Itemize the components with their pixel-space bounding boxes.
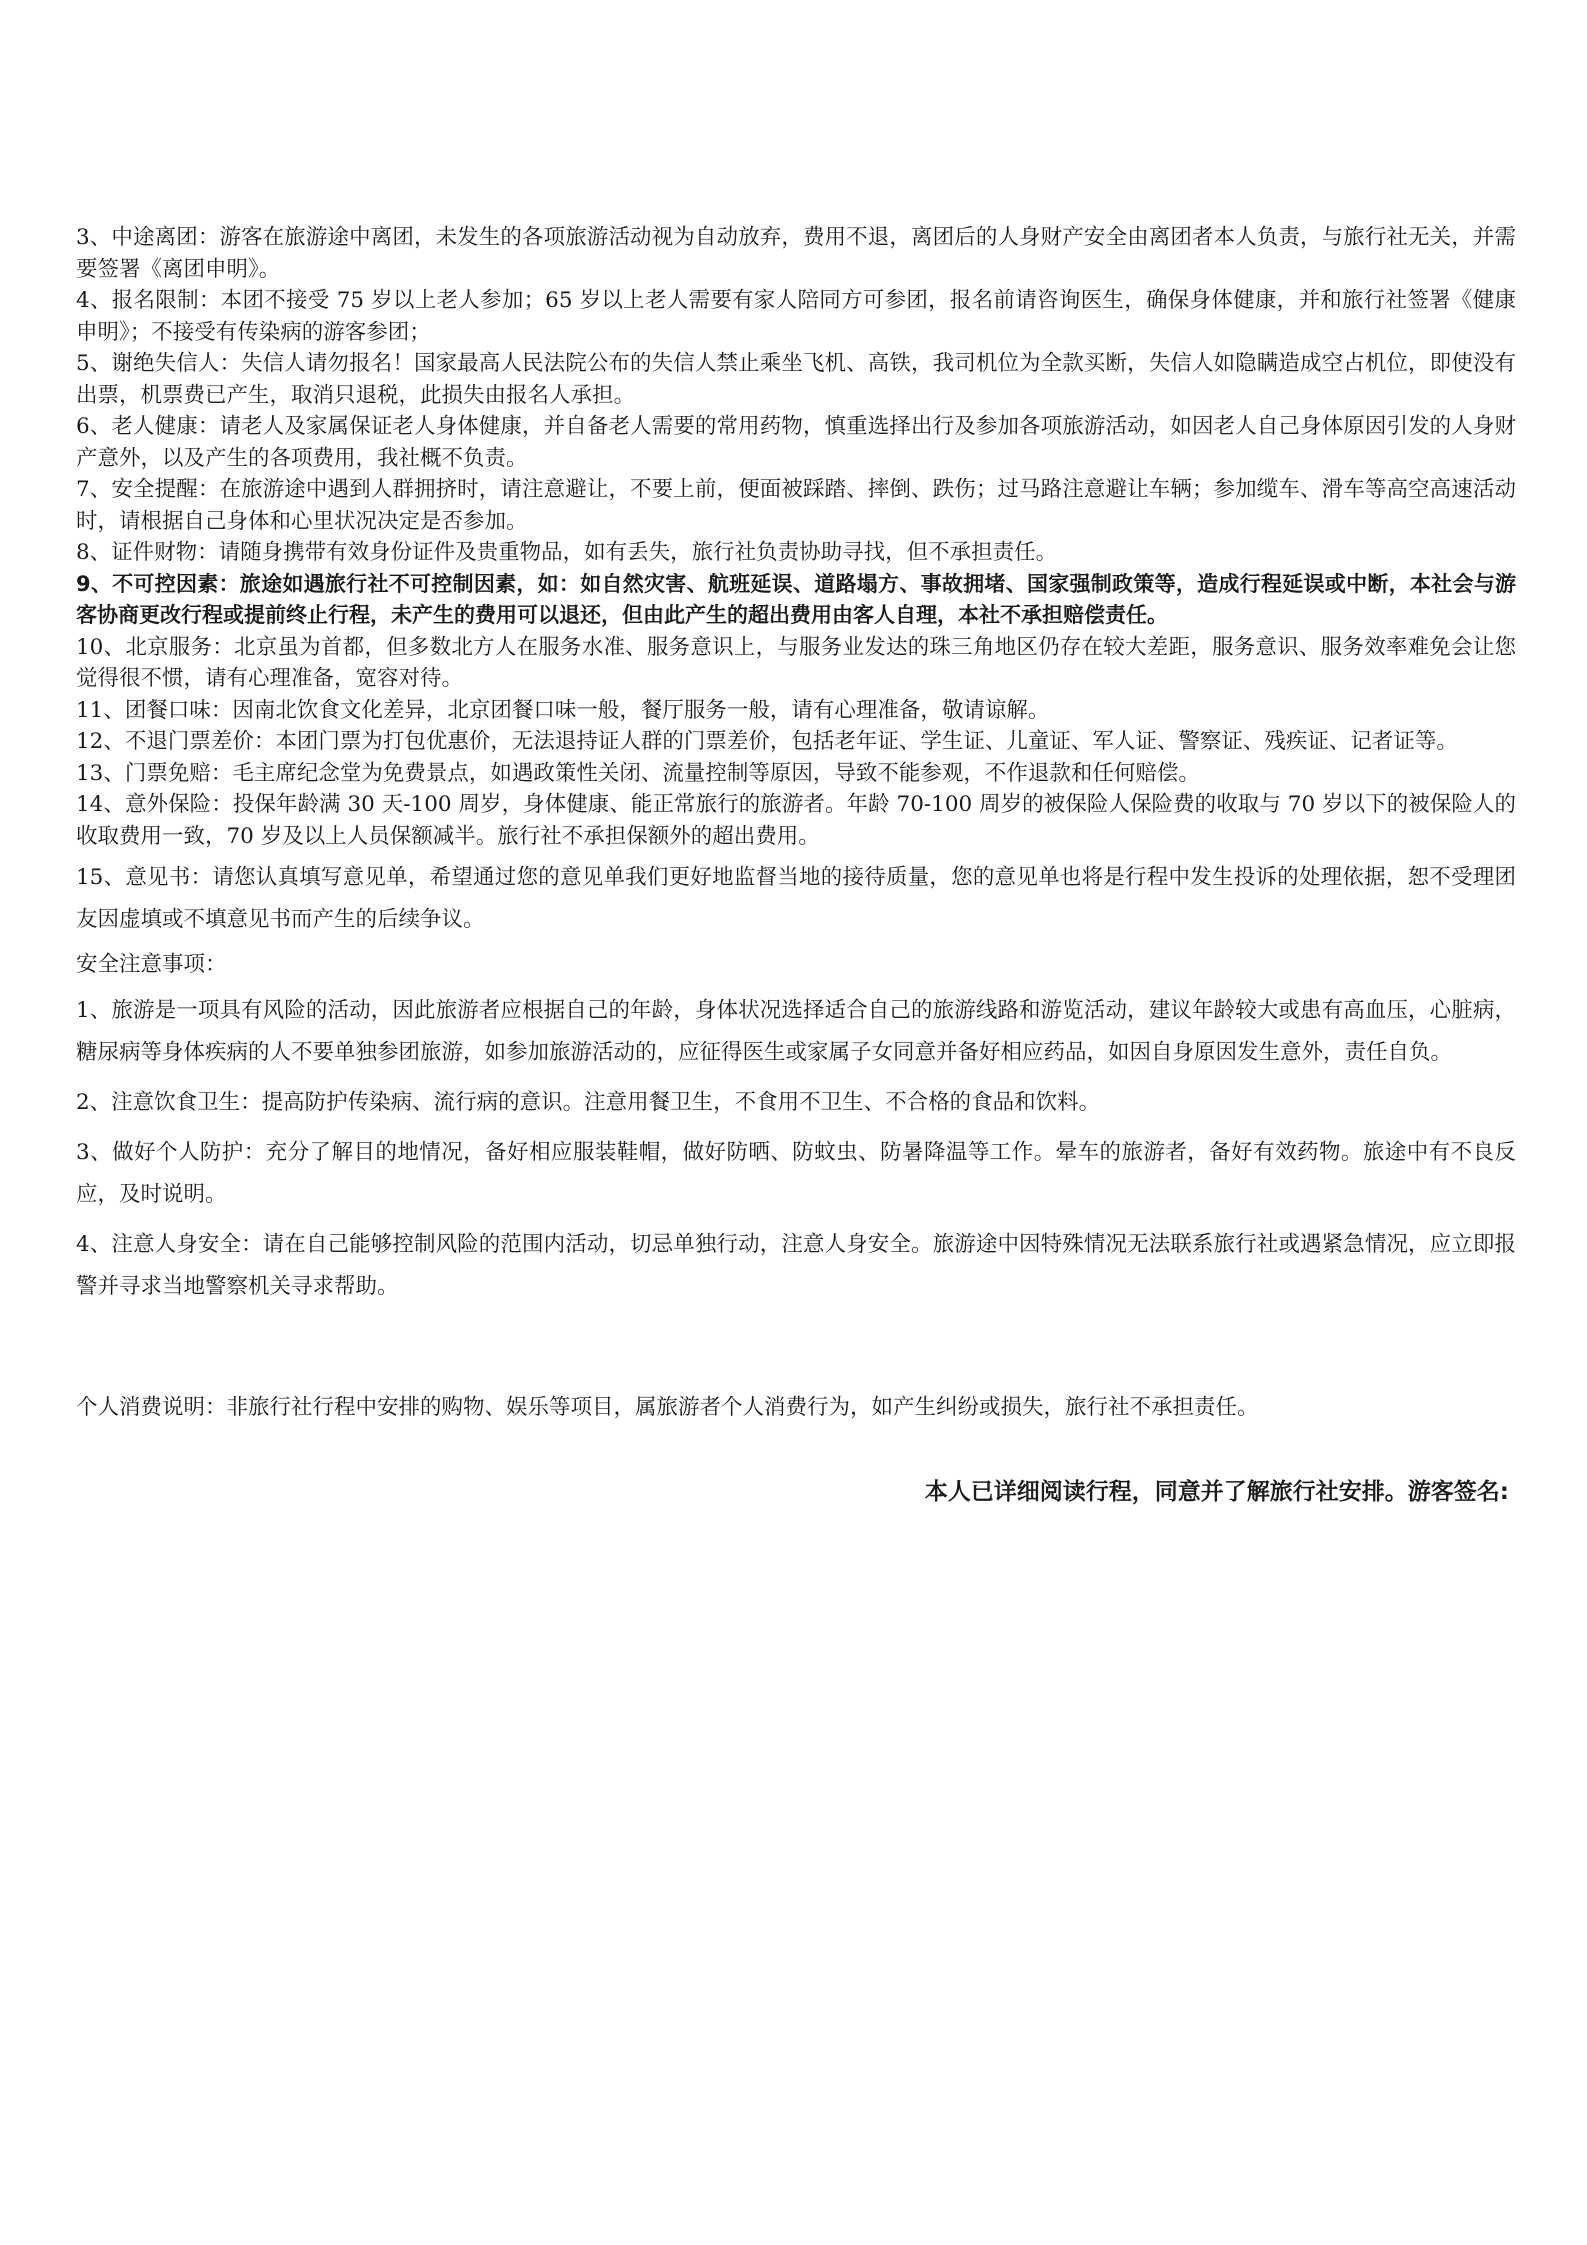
safety-list	[76, 990, 1516, 1308]
term-item: 4、报名限制：本团不接受 75 岁以上老人参加；65 岁以上老人需要有家人陪同方可参团，报名前请咨询医生，确保身体健康，并和旅行社签署《健康申明》；不接受有传染病的游客参团；	[76, 288, 1516, 345]
safety-heading: 安全注意事项：	[76, 952, 227, 977]
personal-consumption-note: 个人消费说明：非旅行社行程中安排的购物、娱乐等项目，属旅游者个人消费行为，如产生纠纷或损失，旅行社不承担责任。	[76, 1395, 1259, 1420]
term-item: 8、证件财物：请随身携带有效身份证件及贵重物品，如有丢失，旅行社负责协助寻找，但不承担责任。	[76, 540, 1058, 565]
terms-section	[76, 222, 1516, 1316]
term-item: 10、北京服务：北京虽为首都，但多数北方人在服务水准、服务意识上，与服务业发达的珠三角地区仍存在较大差距，服务意识、服务效率难免会让您觉得很不惯，请有心理准备，宽容对待。	[76, 634, 1516, 691]
term-item: 14、意外保险：投保年龄满 30 天-100 周岁，身体健康、能正常旅行的旅游者。年龄 70-100 周岁的被保险人保险费的收取与 70 岁以下的被保险人的收取费用一致，70 岁及以上人员保额减半。旅行社不承担保额外的超出费用。	[76, 792, 1516, 849]
term-item: 13、门票免赔：毛主席纪念堂为免费景点，如遇政策性关闭、流量控制等原因，导致不能参观，不作退款和任何赔偿。	[76, 760, 1200, 786]
term-item: 12、不退门票差价：本团门票为打包优惠价，无法退持证人群的门票差价，包括老年证、学生证、儿童证、军人证、警察证、残疾证、记者证等。	[76, 729, 1458, 754]
safety-item: 1、旅游是一项具有风险的活动，因此旅游者应根据自己的年龄，身体状况选择适合自己的旅游线路和游览活动，建议年龄较大或患有高血压，心脏病，糖尿病等身体疾病的人不要单独参团旅游，如参加旅游活动的，应征得医生或家属子女同意并备好相应药品，如因自身原因发生意外，责任自负。	[76, 998, 1516, 1065]
signature-line: 本人已详细阅读行程，同意并了解旅行社安排。游客签名:	[924, 1479, 1509, 1505]
safety-item: 3、做好个人防护：充分了解目的地情况，备好相应服装鞋帽，做好防晒、防蚊虫、防暑降温等工作。晕车的旅游者，备好有效药物。旅途中有不良反应，及时说明。	[76, 1140, 1516, 1207]
safety-item: 4、注意人身安全：请在自己能够控制风险的范围内活动，切忌单独行动，注意人身安全。旅游途中因特殊情况无法联系旅行社或遇紧急情况，应立即报警并寻求当地警察机关寻求帮助。	[76, 1232, 1516, 1299]
safety-item: 2、注意饮食卫生：提高防护传染病、流行病的意识。注意用餐卫生，不食用不卫生、不合格的食品和饮料。	[76, 1090, 1101, 1115]
term-item: 6、老人健康：请老人及家属保证老人身体健康，并自备老人需要的常用药物，慎重选择出行及参加各项旅游活动，如因老人自己身体原因引发的人身财产意外，以及产生的各项费用，我社概不负责。	[76, 414, 1516, 471]
term-item: 3、中途离团：游客在旅游途中离团，未发生的各项旅游活动视为自动放弃，费用不退，离团后的人身财产安全由离团者本人负责，与旅行社无关，并需要签署《离团申明》。	[76, 225, 1516, 282]
term-item-force-majeure: 9、不可控因素：旅途如遇旅行社不可控制因素，如：如自然灾害、航班延误、道路塌方、事故拥堵、国家强制政策等，造成行程延误或中断，本社会与游客协商更改行程或提前终止行程，未产生的费用可以退还，但由此产生的超出费用由客人自理，本社不承担赔偿责任。	[76, 571, 1516, 627]
term-item: 15、意见书：请您认真填写意见单，希望通过您的意见单我们更好地监督当地的接待质量，您的意见单也将是行程中发生投诉的处理依据，恕不受理团友因虚填或不填意见书而产生的后续争议。	[76, 865, 1516, 932]
term-item: 5、谢绝失信人：失信人请勿报名！国家最高人民法院公布的失信人禁止乘坐飞机、高铁，我司机位为全款买断，失信人如隐瞒造成空占机位，即使没有出票，机票费已产生，取消只退税，此损失由报名人承担。	[76, 351, 1516, 408]
term-item: 11、团餐口味：因南北饮食文化差异，北京团餐口味一般，餐厅服务一般，请有心理准备，敬请谅解。	[76, 697, 1050, 723]
term-item: 7、安全提醒：在旅游途中遇到人群拥挤时，请注意避让，不要上前，便面被踩踏、摔倒、跌伤；过马路注意避让车辆；参加缆车、滑车等高空高速活动时，请根据自己身体和心里状况决定是否参加。	[76, 477, 1516, 534]
